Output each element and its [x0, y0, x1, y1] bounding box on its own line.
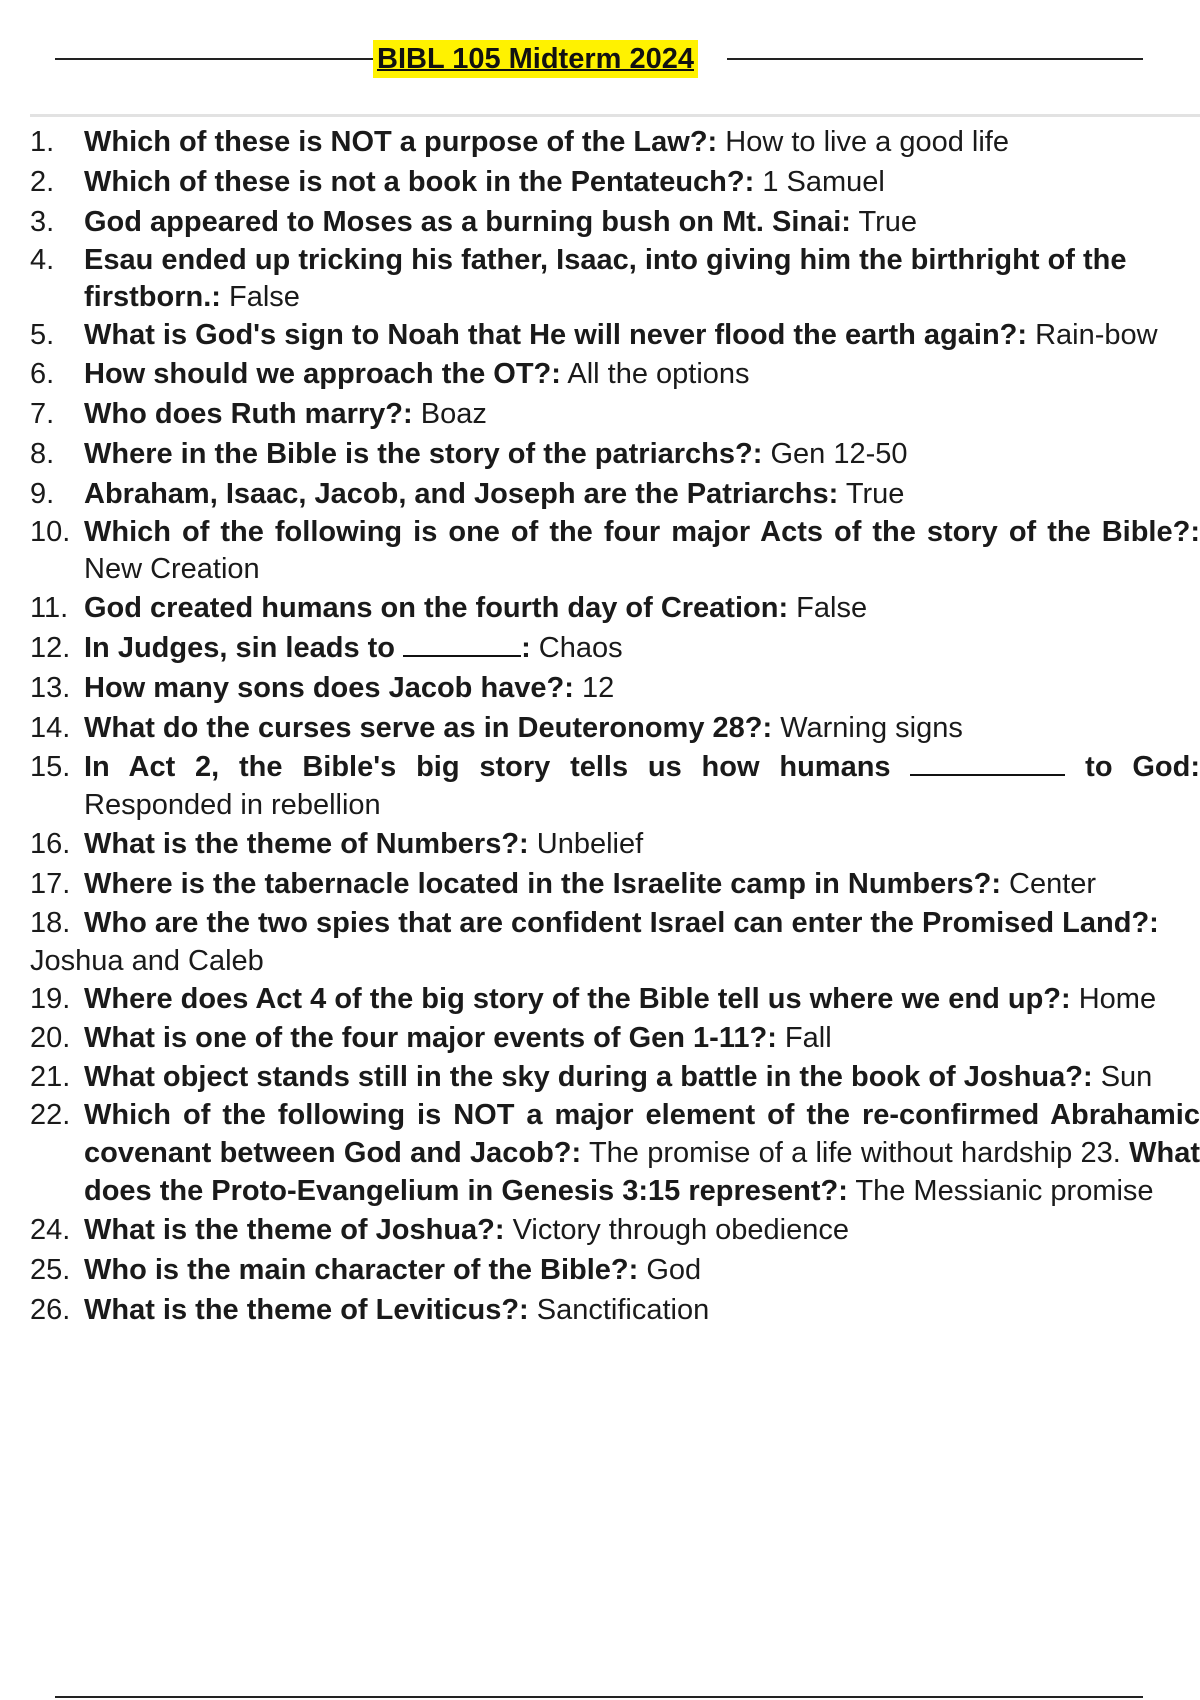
question-item — [0, 980, 1200, 1018]
answer-text: The promise of a life without hardship 23. — [581, 1137, 1121, 1169]
question-text: Esau ended up tricking his father, Isaac, into giving him the birthright of the firstborn.: — [84, 244, 1127, 313]
question-text: : — [521, 632, 531, 664]
answer-text: Sanctification — [528, 1294, 710, 1326]
answer-text: Unbelief — [528, 828, 644, 860]
question-number: 21. — [30, 1061, 71, 1093]
question-number: 18. — [30, 907, 71, 939]
question-text: Who is the main character of the Bible?: — [84, 1254, 639, 1286]
question-number: 12. — [30, 632, 71, 664]
fill-in-blank — [403, 629, 521, 657]
question-number: 2. — [30, 166, 55, 198]
question-number: 16. — [30, 828, 71, 860]
question-text: Where in the Bible is the story of the patriarchs?: — [84, 438, 763, 470]
answer-text: 12 — [573, 672, 615, 704]
answer-text: Boaz — [412, 398, 487, 430]
answer-text: Rain-bow — [1027, 319, 1158, 351]
answer-text: True — [850, 206, 918, 238]
question-text: Which of the following is one of the four major Acts of the story of the Bible?: — [84, 516, 1200, 548]
answer-text: Chaos — [530, 632, 623, 664]
question-item — [0, 1018, 1200, 1058]
question-text: Which of these is NOT a purpose of the Law?: — [84, 126, 718, 158]
question-number: 15. — [30, 751, 71, 783]
question-text: What is the theme of Leviticus?: — [84, 1294, 529, 1326]
answer-text: The Messianic promise — [847, 1175, 1154, 1207]
answer-text: False — [788, 592, 868, 624]
question-item — [0, 1058, 1200, 1096]
question-text: What is God's sign to Noah that He will never flood the earth again?: — [84, 319, 1028, 351]
question-text: How many sons does Jacob have?: — [84, 672, 574, 704]
question-text: to God: — [1085, 751, 1200, 783]
answer-text: Joshua and Caleb — [30, 945, 264, 977]
question-item — [0, 242, 1200, 316]
question-number: 26. — [30, 1294, 71, 1326]
question-item — [0, 162, 1200, 202]
question-number: 10. — [30, 516, 71, 548]
question-number: 9. — [30, 478, 55, 510]
answer-text: Center — [1000, 868, 1097, 900]
question-number: 5. — [30, 319, 55, 351]
question-item — [0, 824, 1200, 864]
question-item — [0, 1210, 1200, 1250]
question-number: 11. — [30, 592, 69, 624]
question-number: 8. — [30, 438, 55, 470]
answer-text: False — [220, 281, 300, 313]
question-number: 1. — [30, 126, 55, 158]
question-item — [0, 708, 1200, 748]
question-number: 25. — [30, 1254, 71, 1286]
answer-text: How to live a good life — [717, 126, 1009, 158]
question-item — [0, 1290, 1200, 1330]
answer-text: New Creation — [84, 553, 260, 585]
answer-text: Fall — [776, 1022, 832, 1054]
question-number: 22. — [30, 1099, 71, 1131]
question-number: 17. — [30, 868, 71, 900]
question-text: Where is the tabernacle located in the Israelite camp in Numbers?: — [84, 868, 1001, 900]
answer-text: Sun — [1092, 1061, 1153, 1093]
question-item — [0, 1096, 1200, 1210]
question-text: Where does Act 4 of the big story of the Bible tell us where we end up?: — [84, 983, 1071, 1015]
question-number: 7. — [30, 398, 55, 430]
question-text: What is the theme of Numbers?: — [84, 828, 529, 860]
question-item — [0, 588, 1200, 628]
answer-text: Gen 12-50 — [762, 438, 908, 470]
question-item — [0, 1250, 1200, 1290]
question-text: How should we approach the OT?: — [84, 358, 561, 390]
question-item — [0, 904, 1200, 980]
question-item — [0, 202, 1200, 242]
title-row — [55, 40, 1143, 80]
question-text: What object stands still in the sky during a battle in the book of Joshua?: — [84, 1061, 1093, 1093]
answer-text: Warning signs — [772, 712, 963, 744]
question-number: 20. — [30, 1022, 71, 1054]
question-text: In Act 2, the Bible's big story tells us how humans — [84, 751, 891, 783]
question-text: What is one of the four major events of Gen 1-11?: — [84, 1022, 777, 1054]
question-item — [0, 394, 1200, 434]
question-item — [0, 316, 1200, 354]
title-rule-right — [727, 58, 1143, 60]
question-text: God created humans on the fourth day of Creation: — [84, 592, 789, 624]
question-item — [0, 474, 1200, 514]
question-item — [0, 864, 1200, 904]
answer-text: God — [638, 1254, 702, 1286]
question-text: Which of the following is NOT a major element of the re-confirmed Abrahamic covenant between God and Jacob?: — [84, 1099, 1200, 1169]
question-number: 6. — [30, 358, 55, 390]
answer-text: Responded in rebellion — [84, 789, 381, 821]
footer-divider — [55, 1696, 1143, 1698]
question-item — [0, 122, 1200, 162]
question-text: What does the Proto-Evangelium in Genesis 3:15 represent?: — [84, 1137, 1200, 1207]
question-text: Who does Ruth marry?: — [84, 398, 413, 430]
question-item — [0, 748, 1200, 824]
answer-text: 1 Samuel — [754, 166, 885, 198]
question-item — [0, 434, 1200, 474]
question-list — [0, 122, 1200, 1330]
question-text: What is the theme of Joshua?: — [84, 1214, 505, 1246]
question-item — [0, 514, 1200, 588]
question-number: 14. — [30, 712, 71, 744]
question-number: 4. — [30, 244, 55, 276]
question-text: Who are the two spies that are confident Israel can enter the Promised Land?: — [84, 907, 1159, 939]
question-number: 24. — [30, 1214, 71, 1246]
question-number: 19. — [30, 983, 71, 1015]
question-text: What do the curses serve as in Deuteronomy 28?: — [84, 712, 773, 744]
answer-text: Victory through obedience — [504, 1214, 850, 1246]
title-rule-left — [55, 58, 373, 60]
question-number: 3. — [30, 206, 55, 238]
question-number: 13. — [30, 672, 71, 704]
question-text: Which of these is not a book in the Pentateuch?: — [84, 166, 755, 198]
question-item — [0, 668, 1200, 708]
question-text: Abraham, Isaac, Jacob, and Joseph are the Patriarchs: — [84, 478, 839, 510]
fill-in-blank — [910, 748, 1065, 776]
header-divider — [30, 114, 1200, 117]
question-text: In Judges, sin leads to — [84, 632, 396, 664]
answer-text: Home — [1070, 983, 1157, 1015]
document-title: BIBL 105 Midterm 2024 — [373, 40, 698, 78]
question-text: God appeared to Moses as a burning bush on Mt. Sinai: — [84, 206, 851, 238]
question-item — [0, 354, 1200, 394]
answer-text: All the options — [560, 358, 750, 390]
answer-text: True — [838, 478, 905, 510]
question-item — [0, 628, 1200, 668]
